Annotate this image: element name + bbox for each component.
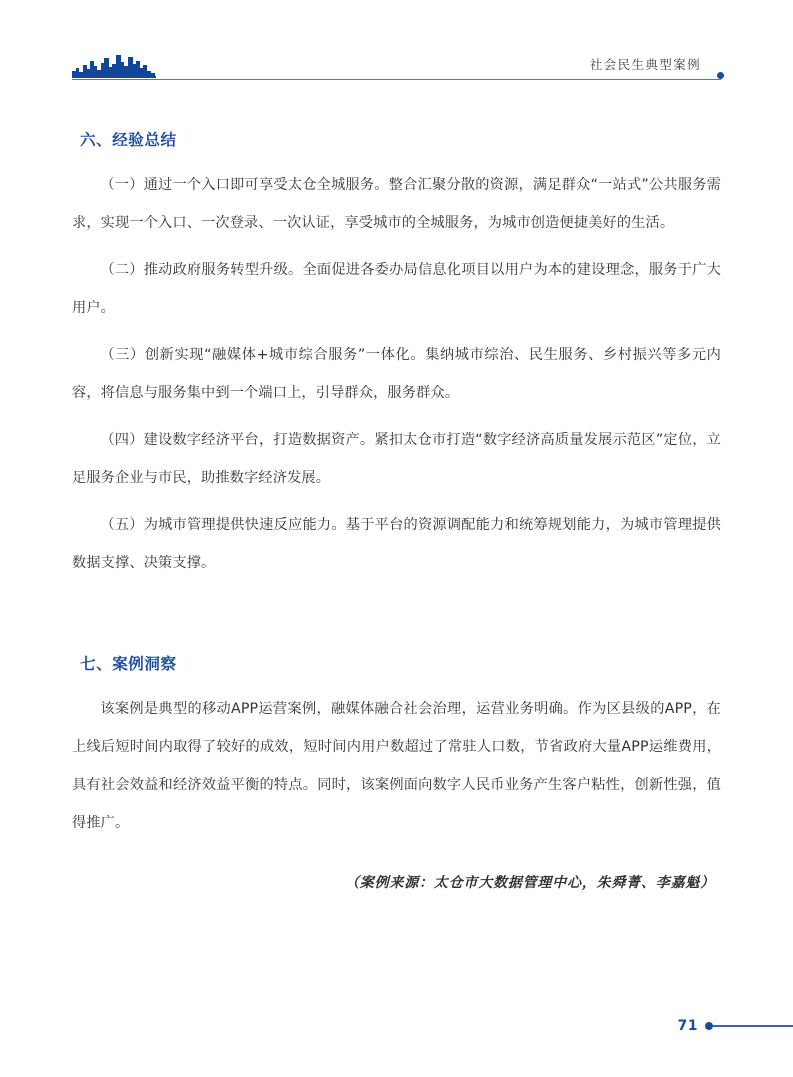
section-case-insight — [72, 652, 721, 842]
paragraph-six-3: （三）创新实现“融媒体+城市综合服务”一体化。集纳城市综治、民生服务、乡村振兴等多元内容，将信息与服务集中到一个端口上，引导群众，服务群众。 — [72, 347, 721, 401]
document-content — [72, 128, 721, 892]
section-experience-summary — [72, 128, 721, 582]
footer-inner — [678, 1015, 793, 1037]
header-title: 社会民生典型案例 — [589, 57, 701, 72]
paragraph-six-4: （四）建设数字经济平台，打造数据资产。紧扣太仓市打造“数字经济高质量发展示范区”定位，立足服务企业与市民，助推数字经济发展。 — [72, 432, 721, 486]
header-inner — [72, 44, 721, 84]
paragraph-six-1: （一）通过一个入口即可享受太仓全城服务。整合汇聚分散的资源，满足群众“一站式”公共服务需求，实现一个入口、一次登录、一次认证，享受城市的全城服务，为城市创造便捷美好的生活。 — [72, 177, 721, 231]
page-number: 71 — [677, 1018, 698, 1034]
paragraph-six-5: （五）为城市管理提供快速反应能力。基于平台的资源调配能力和统筹规划能力，为城市管理提供数据支撑、决策支撑。 — [72, 517, 721, 571]
page-header — [0, 44, 793, 84]
paragraph-seven-1: 该案例是典型的移动APP运营案例，融媒体融合社会治理，运营业务明确。作为区县级的APP，在上线后短时间内取得了较好的成效，短时间内用户数超过了常驻人口数，节省政府大量APP运维费用，具有社会效益和经济效益平衡的特点。同时，该案例面向数字人民币业务产生客户粘性，创新性强，值得推广。 — [72, 701, 721, 831]
paragraph-six-2: （二）推动政府服务转型升级。全面促进各委办局信息化项目以用户为本的建设理念，服务于广大用户。 — [72, 262, 721, 316]
city-skyline-icon — [72, 52, 158, 78]
page-footer — [72, 1015, 793, 1037]
footer-dot — [705, 1022, 713, 1030]
header-end-dot — [717, 72, 724, 79]
footer-rule — [713, 1025, 793, 1026]
case-source-note: （案例来源：太仓市大数据管理中心，朱舜菁、李嘉魁） — [345, 875, 715, 891]
section-heading-six: 六、经验总结 — [80, 131, 177, 149]
section-heading-seven: 七、案例洞察 — [80, 655, 177, 673]
header-rule — [72, 79, 721, 80]
